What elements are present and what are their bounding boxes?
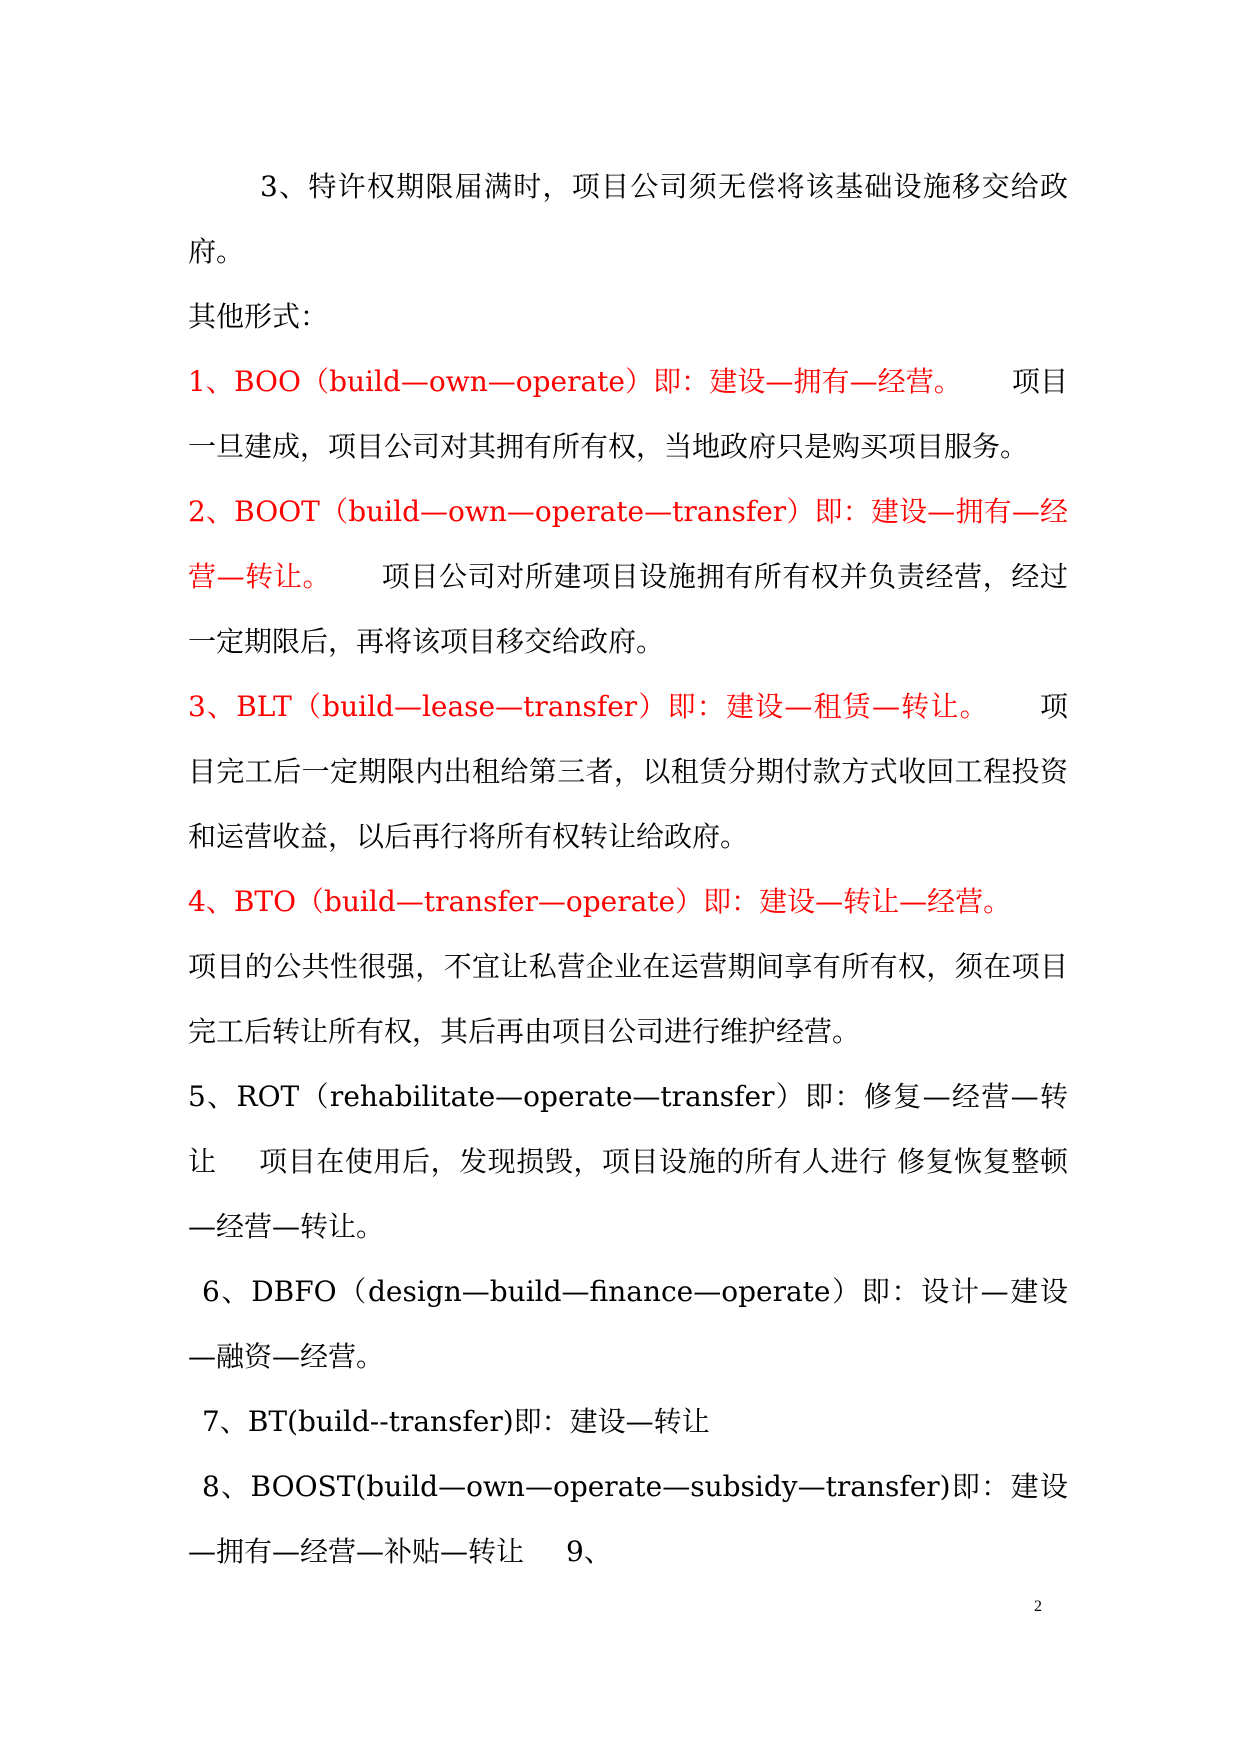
boot-body: 项目公司对所建项目设施拥有所有权并负责经营，经过一定期限后，再将该项目移交给政府。 — [188, 560, 1068, 658]
blt-body: 项目完工后一定期限内出租给第三者，以租赁分期付款方式收回工程投资和运营收益，以后再行将所有权转让给政府。 — [188, 690, 1068, 853]
other-forms-label: 其他形式： — [188, 300, 329, 333]
page-number: 2 — [1034, 1598, 1042, 1615]
paragraph-bto — [188, 869, 1068, 1064]
boo-body: 项目一旦建成，项目公司对其拥有所有权，当地政府只是购买项目服务。 — [188, 365, 1068, 463]
paragraph-clause-3 — [188, 154, 1068, 284]
paragraph-blt — [188, 674, 1068, 869]
boot-heading: 2、BOOT（build—own—operate—transfer）即：建设—拥有—经营—转让。 — [188, 495, 1068, 593]
boost-text: 8、BOOST(build—own—operate—subsidy—transfer)即：建设—拥有—经营—补贴—转让 — [188, 1470, 1068, 1568]
dbfo-text: 6、DBFO（design—build—finance—operate）即：设计—建设—融资—经营。 — [188, 1275, 1068, 1373]
document-body — [188, 154, 1068, 1584]
paragraph-boot — [188, 479, 1068, 674]
bto-heading: 4、BTO（build—transfer—operate）即：建设—转让—经营。 — [188, 885, 1012, 918]
bto-body: 项目的公共性很强，不宜让私营企业在运营期间享有所有权，须在项目完工后转让所有权，其后再由项目公司进行维护经营。 — [188, 950, 1068, 1048]
clause-3-text: 3、特许权期限届满时，项目公司须无偿将该基础设施移交给政府。 — [188, 170, 1068, 268]
paragraph-boost — [188, 1454, 1068, 1584]
paragraph-rot — [188, 1064, 1068, 1259]
blt-heading: 3、BLT（build—lease—transfer）即：建设—租赁—转让。 — [188, 690, 989, 723]
rot-heading: 5、ROT（rehabilitate—operate—transfer）即：修复—经营—转让 — [188, 1080, 1068, 1178]
paragraph-bt — [188, 1389, 1068, 1454]
boo-heading: 1、BOO（build—own—operate）即：建设—拥有—经营。 — [188, 365, 962, 398]
item-9-marker: 9、 — [566, 1535, 612, 1568]
paragraph-boo — [188, 349, 1068, 479]
paragraph-other-forms — [188, 284, 1068, 349]
rot-body: 项目在使用后，发现损毁，项目设施的所有人进行 修复恢复整顿—经营—转让。 — [188, 1145, 1068, 1243]
bt-text: 7、BT(build--transfer)即：建设—转让 — [202, 1405, 710, 1438]
paragraph-dbfo — [188, 1259, 1068, 1389]
